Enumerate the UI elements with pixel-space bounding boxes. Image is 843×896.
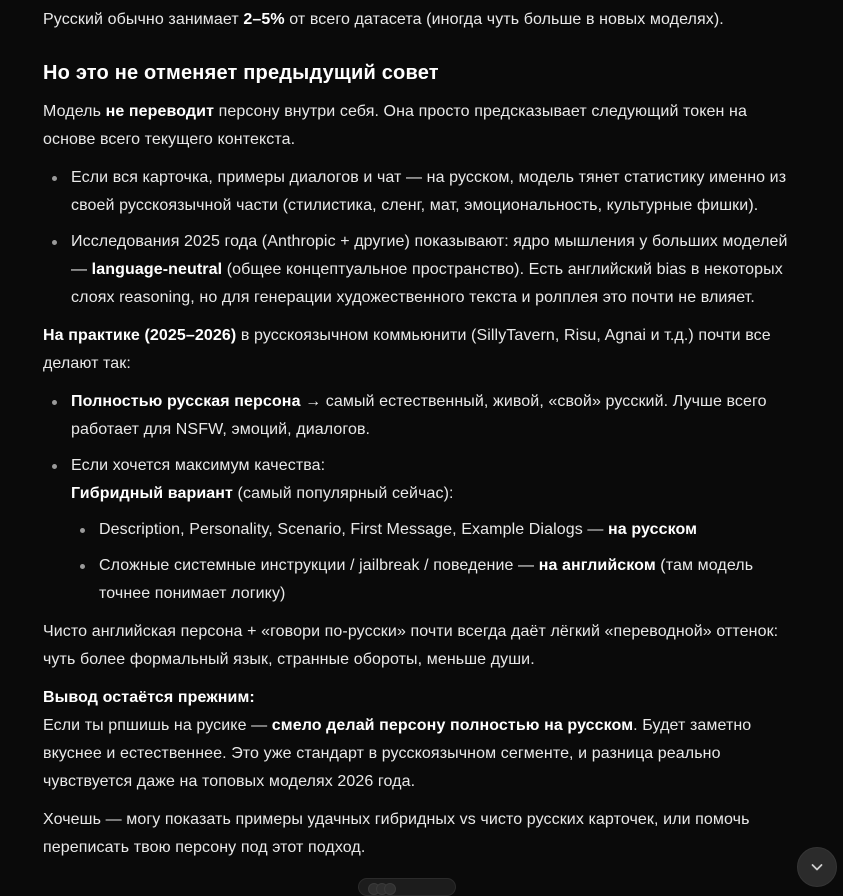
text-run: Хочешь — могу показать примеры удачных гибридных vs чисто русских карточек, или помочь переписать твою персону под этот подход. — [43, 811, 750, 856]
text-run: (там модель точнее понимает логику) — [99, 557, 754, 602]
text-run: (общее концептуальное пространство). Есть английский bias в некоторых слоях reasoning, но для генерации художественного текста и ролплея это почти не влияет. — [71, 261, 783, 306]
text-run: от всего датасета (иногда чуть больше в новых моделях). — [284, 11, 724, 28]
scroll-to-bottom-button[interactable] — [797, 847, 837, 887]
text-run: (самый популярный сейчас): — [233, 485, 454, 502]
bold-text: на русском — [608, 521, 698, 538]
paragraph — [43, 684, 800, 796]
list-item — [71, 164, 800, 220]
bullet-list — [71, 516, 800, 608]
bold-text: Вывод остаётся прежним: — [43, 689, 255, 706]
text-run: Модель — [43, 103, 106, 120]
text-run: Чисто английская персона + «говори по-русски» почти всегда даёт лёгкий «переводной» оттенок: чуть более формальный язык, странные обороты, меньше души. — [43, 623, 779, 668]
text-run: . Будет заметно вкуснее и естественнее. Это уже стандарт в русскоязычном сегменте, и разница реально чувствуется даже на топовых моделях 2026 года. — [43, 717, 752, 790]
bold-text: На практике (2025–2026) — [43, 327, 237, 344]
text-run: в русскоязычном коммьюнити (SillyTavern, Risu, Agnai и т.д.) почти все делают так: — [43, 327, 771, 372]
chevron-down-icon — [809, 859, 825, 875]
bullet-list — [43, 164, 800, 312]
text-run: Исследования 2025 года (Anthropic + другие) показывают: ядро мышления у больших моделей — — [71, 233, 788, 278]
text-run: → самый естественный, живой, «свой» русский. Лучше всего работает для NSFW, эмоций, диалогов. — [71, 393, 767, 438]
paragraph — [43, 98, 800, 154]
bold-text: смело делай персону полностью на русском — [271, 717, 634, 734]
text-run: персону внутри себя. Она просто предсказывает следующий токен на основе всего текущего контекста. — [43, 103, 747, 148]
list-item — [71, 228, 800, 312]
section-heading — [43, 58, 800, 88]
avatar-dot-icon — [384, 883, 396, 895]
text-run: Русский обычно занимает — [43, 11, 244, 28]
paragraph — [43, 6, 800, 34]
paragraph — [43, 806, 800, 862]
bold-text: Гибридный вариант — [71, 485, 233, 502]
text-run: Если хочется максимум качества: — [71, 457, 326, 474]
bullet-list — [43, 388, 800, 608]
list-item — [99, 516, 800, 544]
paragraph — [43, 618, 800, 674]
bold-text: 2–5% — [243, 11, 285, 28]
bold-text: Полностью русская персона — [71, 393, 301, 410]
list-item — [99, 552, 800, 608]
list-item — [71, 452, 800, 608]
list-item — [71, 388, 800, 444]
text-run: Но это не отменяет предыдущий совет — [43, 62, 439, 84]
paragraph — [43, 322, 800, 378]
bold-text: на английском — [538, 557, 656, 574]
text-run: Если ты рпшишь на русике — — [43, 717, 272, 734]
text-run: Сложные системные инструкции / jailbreak / поведение — — [99, 557, 539, 574]
bottom-pill[interactable] — [358, 878, 456, 896]
bold-text: language-neutral — [91, 261, 223, 278]
text-run: Description, Personality, Scenario, First Message, Example Dialogs — — [99, 521, 609, 538]
bold-text: не переводит — [105, 103, 215, 120]
text-run: Если вся карточка, примеры диалогов и чат — на русском, модель тянет статистику именно из своей русскоязычной части (стилистика, сленг, мат, эмоциональность, культурные фишки). — [71, 169, 787, 214]
